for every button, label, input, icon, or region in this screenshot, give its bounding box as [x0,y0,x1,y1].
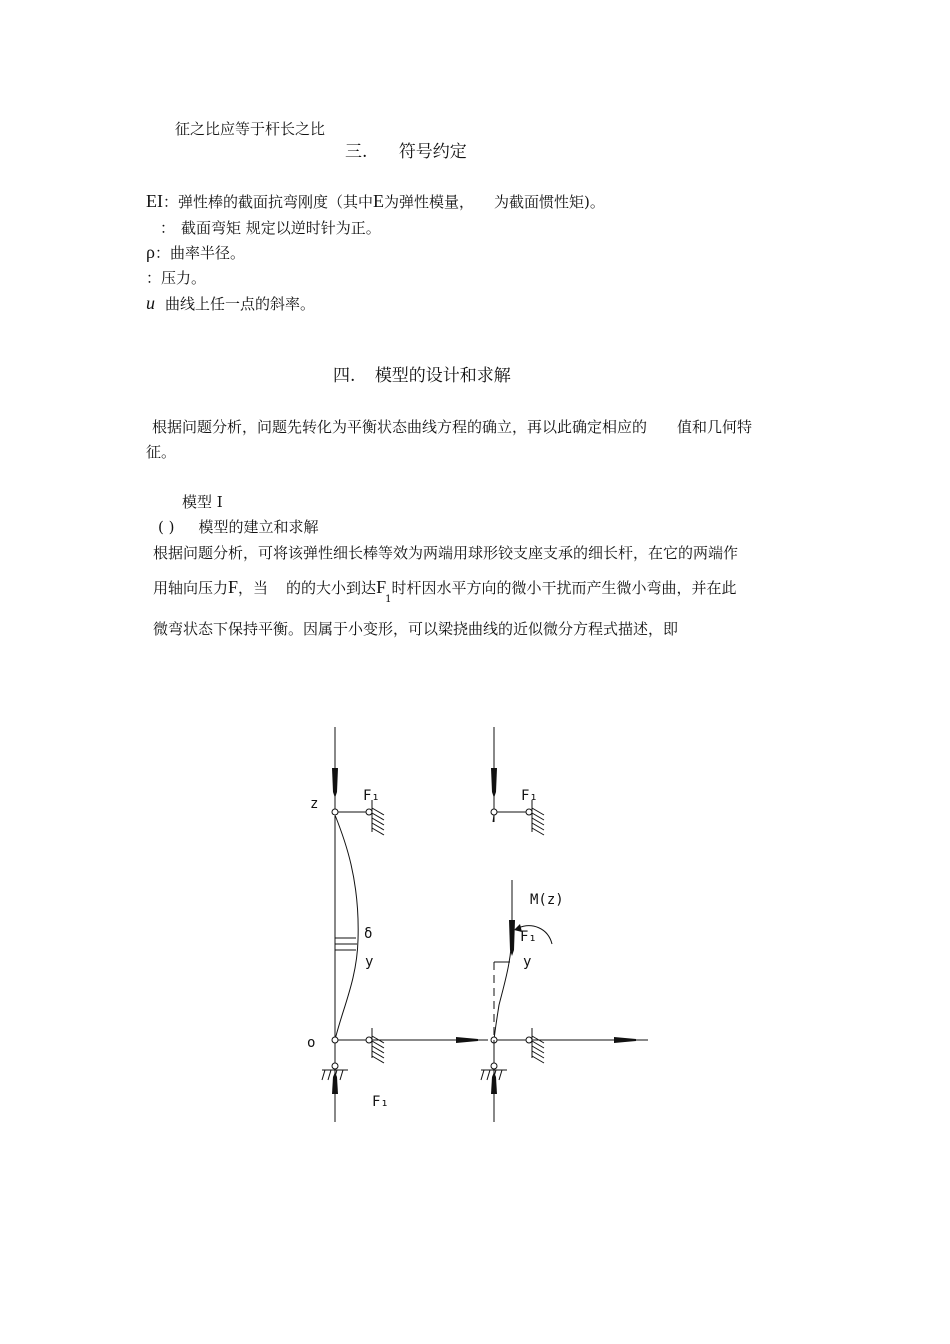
right-ground-hatch [481,1070,502,1080]
left-top-pin [332,809,338,815]
left-deflection-curve [335,815,358,1040]
paragraph-text: 根据问题分析，问题先转化为平衡状态曲线方程的确立，再以此确定相应的 [152,418,648,436]
left-top-hatch [372,808,384,835]
symbol-F1: F [376,577,387,597]
line-top: 征之比应等于杆长之比 [175,120,326,138]
section-4-title: 模型的设计和求解 [374,366,511,386]
label-F1-mid-right: F₁ [520,929,537,945]
label-y-right: y [523,954,532,970]
label-F1-top-left: F₁ [363,788,380,804]
symbol-text: 曲线上任一点的斜率。 [165,295,316,313]
section-3-title: 符号约定 [398,142,467,162]
paragraph-text: 的的大小到达 [286,579,377,597]
symbol-text: 截面弯矩 规定以逆时针为正。 [181,219,381,237]
section-4-number: 四. [333,366,356,386]
sub-heading-paren: ( ) [158,518,175,536]
label-z: z [310,796,319,812]
paragraph-2-line-1: 根据问题分析，可将该弹性细长棒等效为两端用球形铰支座支承的细长杆，在它的两端作 [153,544,739,562]
label-F1-bottom: F₁ [372,1094,389,1110]
symbol-F: F [228,577,239,597]
label-o: o [307,1035,316,1051]
symbol-F1-subscript: 1 [385,594,392,605]
left-ground-hatch [322,1070,343,1080]
symbol-text: 为弹性模量， [384,193,475,211]
left-bottom-roller [366,1037,372,1043]
left-top-load-arrow [332,768,338,798]
symbol-text: 为截面惯性矩)。 [494,193,605,211]
right-deflection-curve [494,930,512,1040]
model-heading: 模型 I [182,493,223,511]
right-top-load-arrow [491,768,497,798]
symbol-text: 曲率半径。 [170,244,246,262]
paragraph-1-line-2: 征。 [146,443,177,461]
symbol-sep: ： [163,193,179,211]
label-delta: δ [364,926,373,942]
symbol-rho: ρ [146,242,155,262]
paragraph-2-line-3: 微弯状态下保持平衡。因属于小变形，可以梁挠曲线的近似微分方程式描述，即 [153,620,679,638]
symbol-sep: ： [146,269,162,287]
symbol-sep: ： [154,244,170,262]
right-horizontal-arrow [614,1037,636,1043]
label-F1-top-right: F₁ [521,788,538,804]
paragraph-text: 值和几何特 [677,418,753,436]
section-3-number: 三. [345,142,368,162]
right-bottom-load-arrow [491,1072,497,1094]
symbol-sep: ： [160,219,176,237]
sub-heading-text: 模型的建立和求解 [198,518,319,536]
symbol-text: 压力。 [161,269,207,287]
left-bottom-load-arrow [332,1072,338,1094]
right-top-hatch [532,808,544,835]
symbol-u: u [146,293,155,313]
paragraph-text: 用轴向压力 [153,579,229,597]
symbol-text: 弹性棒的截面抗弯刚度（其中 [178,193,374,211]
symbol-EI: EI [146,191,163,211]
label-Mz: M(z) [530,892,564,908]
paragraph-text: ，当 [238,579,269,597]
label-y-left: y [365,954,374,970]
left-bottom-pin [332,1037,338,1043]
paragraph-text: 时杆因水平方向的微小干扰而产生微小弯曲，并在此 [391,579,737,597]
left-horizontal-arrow [456,1037,478,1043]
left-top-roller [366,809,372,815]
symbol-E: E [373,191,385,211]
